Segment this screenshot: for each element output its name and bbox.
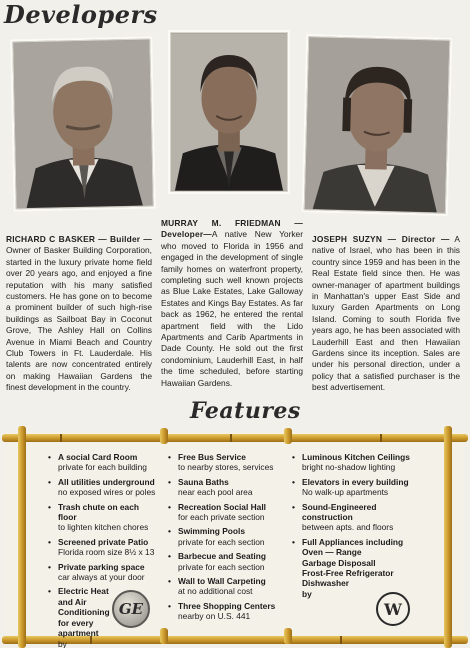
feature-title: Barbecue and Seating [178, 551, 266, 562]
bullet-icon: • [168, 600, 171, 611]
bio-text: Owner of Basker Building Corporation, started in the luxury private home field over 20 years ago, and enjoyed a fine reputation with his many satisfied customers. He has gone on to become a prominent builder of such high-rise buildings as Sailboat Bay in Coconut Grove, The Ashley Hall on Collins Avenue in Miami Beach and Country Club Towers in Ft. Lauderdale. His talents are now concentrated entirely on making Hawaiian Gardens the finest development in the country. [6, 245, 152, 393]
feature-detail: to nearby stores, services [178, 462, 274, 473]
feature-title: Elevators in every building [302, 476, 409, 487]
feature-detail: Florida room size 8½ x 13 [58, 547, 155, 558]
bamboo-frame-left [18, 426, 26, 648]
bullet-icon: • [48, 501, 51, 512]
portrait-suzyn-image [305, 37, 449, 213]
feature-detail: near each pool area [178, 487, 253, 498]
feature-item [168, 526, 286, 547]
feature-title: Wall to Wall Carpeting [178, 576, 266, 587]
feature-item [168, 601, 286, 622]
feature-title: Trash chute on each floor [58, 501, 139, 523]
bamboo-node [340, 636, 342, 644]
bio-text: A native New Yorker who moved to Florida in 1956 and engaged in the development of single family homes on waterfront property, completing such well known projects as Blue Lake Estates, Lake Galloway Estates and Kings Bay Estates. As far back as 1962, he entered the rental apartment field with the Lido Apartments and Carib Apartments in Dade County. He sold out the first condominium, Lauderhill East, in half the time scheduled, before starting Hawaiian Gardens. [161, 229, 303, 388]
feature-detail: private for each building [58, 462, 147, 473]
feature-title: Swimming Pools [178, 526, 246, 537]
feature-item [292, 477, 420, 498]
feature-detail: by [58, 638, 67, 648]
portrait-basker-image [13, 40, 152, 209]
feature-detail: private for each section [178, 561, 265, 572]
feature-title: Three Shopping Centers [178, 600, 276, 611]
feature-item [168, 551, 286, 572]
bullet-icon: • [168, 526, 171, 537]
bamboo-divider-4 [284, 628, 292, 644]
feature-title: Free Bus Service [178, 452, 246, 462]
feature-detail: private for each section [178, 536, 265, 547]
feature-item [48, 502, 158, 533]
bullet-icon: • [48, 586, 51, 597]
feature-title: Electric Heat and Air Conditioning for every apartment [58, 586, 110, 639]
westinghouse-logo: W [376, 592, 410, 626]
bullet-icon: • [48, 452, 51, 462]
bullet-icon: • [168, 551, 171, 562]
bamboo-frame-top [2, 434, 468, 442]
feature-item [48, 562, 158, 583]
feature-title: Full Appliances including [302, 536, 404, 547]
bio-joseph-suzyn [312, 234, 460, 394]
feature-detail: at no additional cost [178, 586, 253, 597]
feature-detail: No walk-up apartments [302, 487, 389, 498]
bamboo-divider-3 [160, 628, 168, 644]
bullet-icon: • [292, 501, 295, 512]
bamboo-divider-1 [160, 428, 168, 444]
bio-richard-basker [6, 234, 152, 394]
feature-title: A social Card Room [58, 452, 138, 462]
features-column-3 [292, 452, 420, 603]
bamboo-frame-right [444, 426, 452, 648]
feature-item [168, 477, 286, 498]
bullet-icon: • [168, 576, 171, 587]
bullet-icon: • [292, 536, 295, 547]
feature-detail: between apts. and floors [302, 522, 394, 533]
feature-item [48, 477, 158, 498]
bullet-icon: • [48, 536, 51, 547]
photo-joseph-suzyn [304, 36, 451, 214]
feature-item [168, 452, 286, 473]
bullet-icon: • [168, 452, 171, 462]
features-column-2 [168, 452, 286, 626]
bio-murray-friedman [161, 218, 303, 389]
feature-detail: Oven — Range Garbage Disposall Frost-Free Refrigerator Dishwasher by [302, 547, 394, 599]
feature-title: Recreation Social Hall [178, 501, 266, 512]
bamboo-node [380, 434, 382, 442]
feature-title: Screened private Patio [58, 536, 149, 547]
photo-murray-friedman [170, 32, 288, 192]
ge-logo: GE [112, 590, 150, 628]
feature-title: Sauna Baths [178, 476, 229, 487]
feature-title: All utilities underground [58, 476, 155, 487]
bullet-icon: • [292, 452, 295, 462]
feature-item [292, 537, 420, 599]
bamboo-divider-2 [284, 428, 292, 444]
feature-detail: car always at your door [58, 572, 145, 583]
bio-name: JOSEPH SUZYN — Director — [312, 234, 450, 244]
feature-item [292, 502, 420, 533]
feature-item [48, 452, 158, 473]
bio-name: MURRAY M. FRIEDMAN — Developer— [161, 218, 303, 240]
feature-item [168, 502, 286, 523]
photo-richard-basker [12, 39, 153, 210]
feature-title: Luminous Kitchen Ceilings [302, 452, 410, 462]
feature-item [292, 452, 420, 473]
developers-heading: Developers [4, 0, 158, 29]
bullet-icon: • [168, 476, 171, 487]
features-heading: Features [190, 398, 301, 424]
feature-detail: for each private section [178, 512, 265, 523]
feature-title: Private parking space [58, 561, 145, 572]
bio-name: RICHARD C BASKER — Builder — [6, 234, 152, 244]
bamboo-node [60, 434, 62, 442]
feature-title: Sound-Engineered construction [302, 501, 377, 523]
bullet-icon: • [48, 476, 51, 487]
feature-item [168, 576, 286, 597]
feature-detail: to lighten kitchen chores [58, 522, 149, 533]
feature-detail: no exposed wires or poles [58, 487, 156, 498]
feature-item [48, 586, 116, 648]
bio-text: A native of Israel, who has been in this country since 1959 and has been in the Real Estate field since then. He was owner-manager of apartment buildings in Manhattan's upper East Side and luxury Garden Apartments on Long Island. Coming to south Florida five years ago, he has been associated with Lauderhill East and then Hawaiian Gardens since its inception. Sales are under his personal direction, under a policy that a satisfied purchaser is the best advertisement. [312, 234, 460, 393]
portrait-friedman-image [171, 33, 287, 191]
bullet-icon: • [48, 561, 51, 572]
feature-item [48, 537, 158, 558]
bullet-icon: • [168, 501, 171, 512]
feature-detail: nearby on U.S. 441 [178, 611, 251, 622]
bamboo-node [230, 434, 232, 442]
bullet-icon: • [292, 476, 295, 487]
feature-detail: bright no-shadow lighting [302, 462, 396, 473]
